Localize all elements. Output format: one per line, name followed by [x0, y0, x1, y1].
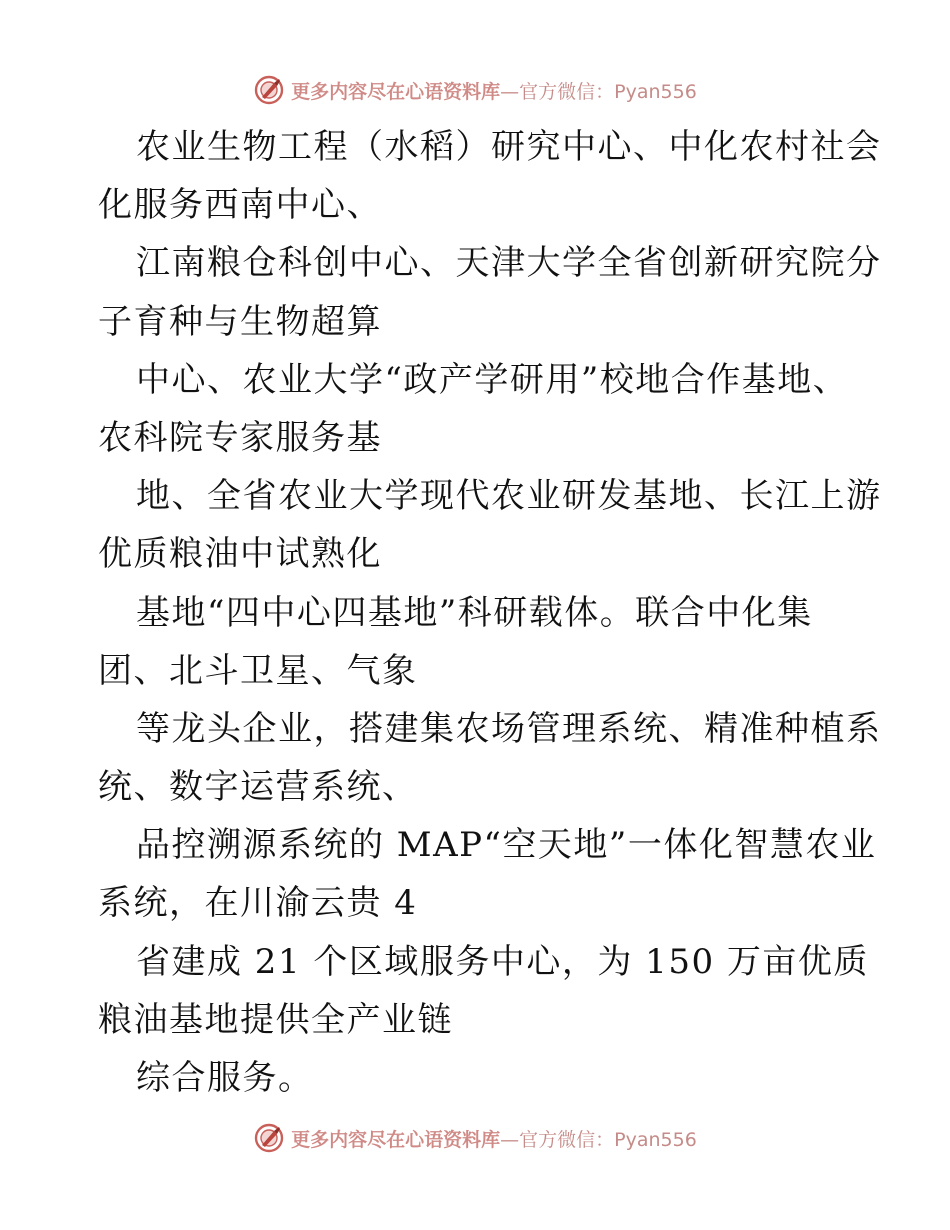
text-line: 团、北斗卫星、气象	[98, 650, 418, 691]
header-watermark-banner	[0, 70, 950, 110]
text-line: 优质粮油中试熟化	[98, 534, 382, 575]
watermark-text	[291, 1125, 697, 1152]
text-line: 农科院专家服务基	[98, 417, 382, 458]
pen-nib-logo-icon	[253, 1122, 285, 1154]
watermark-separator: —	[500, 80, 520, 103]
text-line: 综合服务。	[136, 1058, 314, 1098]
text-line: 化服务西南中心、	[98, 185, 382, 226]
document-body	[98, 118, 882, 1107]
watermark-main: 更多内容尽在心语资料库	[291, 80, 501, 103]
text-line: 基地“四中心四基地”科研载体。联合中化集	[136, 592, 813, 633]
text-line: 地、全省农业大学现代农业研发基地、长江上游	[136, 476, 882, 517]
footer-watermark-banner	[0, 1118, 950, 1158]
text-line: 统、数字运营系统、	[98, 767, 418, 808]
watermark-separator: —	[500, 1128, 520, 1151]
text-line: 子育种与生物超算	[98, 301, 382, 342]
text-line: 农业生物工程（水稻）研究中心、中化农村社会	[136, 127, 882, 167]
text-line: 系统，在川渝云贵 4	[98, 883, 418, 924]
watermark-text	[291, 77, 697, 104]
text-line: 品控溯源系统的 MAP“空天地”一体化智慧农业	[136, 825, 877, 866]
text-line: 省建成 21 个区域服务中心，为 150 万亩优质	[136, 941, 869, 982]
watermark-main: 更多内容尽在心语资料库	[291, 1128, 501, 1151]
text-line: 粮油基地提供全产业链	[98, 999, 453, 1040]
pen-nib-logo-icon	[253, 74, 285, 106]
watermark-wechat: 官方微信：Pyan556	[519, 80, 697, 103]
text-line: 中心、农业大学“政产学研用”校地合作基地、	[136, 359, 849, 400]
text-line: 等龙头企业，搭建集农场管理系统、精准种植系	[136, 708, 882, 749]
text-line: 江南粮仓科创中心、天津大学全省创新研究院分	[136, 243, 882, 284]
watermark-wechat: 官方微信：Pyan556	[519, 1128, 697, 1151]
